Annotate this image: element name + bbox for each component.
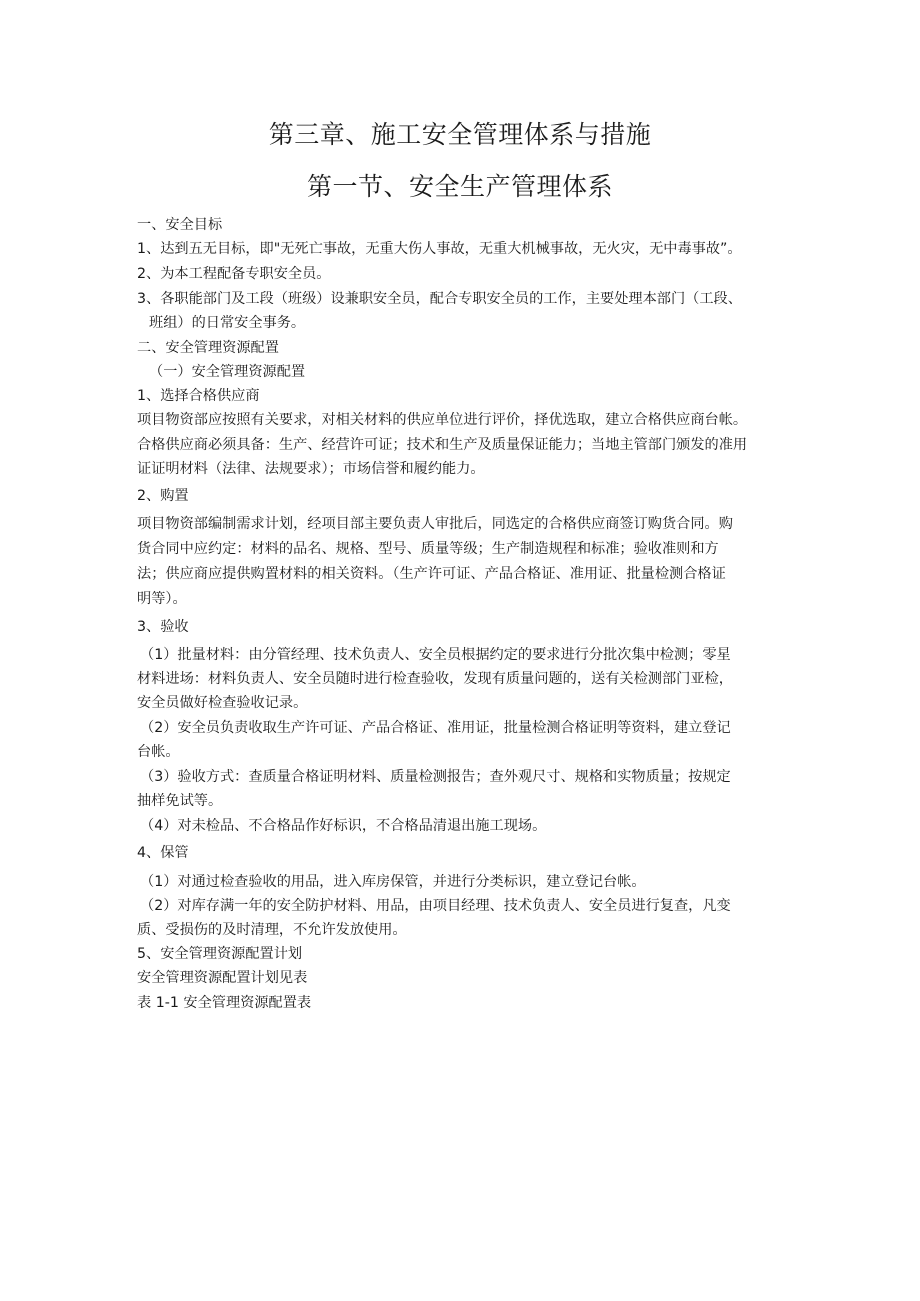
paragraph-line: 项目物资部应按照有关要求，对相关材料的供应单位进行评价，择优选取，建立合格供应商台帐。 (137, 412, 748, 428)
table-caption: 表 1-1 安全管理资源配置表 (137, 995, 312, 1011)
paragraph-line: 安全员做好检查验收记录。 (137, 695, 308, 711)
heading-safety-goals: 一、安全目标 (137, 217, 223, 233)
paragraph-line: 明等）。 (137, 591, 187, 607)
paragraph-line: 合格供应商必须具备：生产、经营许可证；技术和生产及质量保证能力；当地主管部门颁发的准用 (137, 437, 748, 453)
paragraph-line: 安全管理资源配置计划见表 (137, 970, 308, 986)
paragraph-line: 项目物资部编制需求计划，经项目部主要负责人审批后，同选定的合格供应商签订购货合同。购 (137, 516, 733, 532)
paragraph-line: 材料进场：材料负责人、安全员随时进行检查验收，发现有质量问题的，送有关检测部门亚检， (137, 671, 733, 687)
paragraph-line: 抽样免试等。 (137, 793, 223, 809)
paragraph-line: 2、为本工程配备专职安全员。 (137, 266, 331, 282)
heading-purchase: 2、购置 (137, 488, 189, 504)
paragraph-line: 1、达到五无目标，即"无死亡事故，无重大伤人事故，无重大机械事故，无火灾，无中毒事故”。 (137, 241, 742, 257)
paragraph-line: 货合同中应约定：材料的品名、规格、型号、质量等级；生产制造规程和标准；验收准则和方 (137, 541, 719, 557)
paragraph-line: 质、受损伤的及时清理，不允许发放使用。 (137, 922, 407, 938)
heading-resource-plan: 5、安全管理资源配置计划 (137, 946, 303, 962)
chapter-title: 第三章、施工安全管理体系与措施 (268, 120, 652, 149)
paragraph-line: （2）安全员负责收取生产许可证、产品合格证、准用证，批量检测合格证明等资料，建立登记 (140, 720, 731, 736)
subheading: （一）安全管理资源配置 (149, 364, 306, 380)
paragraph-line: （1）对通过检查验收的用品，进入库房保管，并进行分类标识，建立登记台帐。 (140, 874, 646, 890)
paragraph-line: （1）批量材料：由分管经理、技术负责人、安全员根据约定的要求进行分批次集中检测；零星 (140, 647, 731, 663)
heading-resource-config: 二、安全管理资源配置 (137, 340, 279, 356)
heading-select-supplier: 1、选择合格供应商 (137, 388, 260, 404)
heading-acceptance: 3、验收 (137, 619, 189, 635)
paragraph-line: 3、各职能部门及工段（班级）设兼职安全员，配合专职安全员的工作，主要处理本部门（工段、 (137, 291, 742, 307)
paragraph-line: 班组）的日常安全事务。 (149, 315, 306, 331)
paragraph-line: （3）验收方式：查质量合格证明材料、质量检测报告；查外观尺寸、规格和实物质量；按规定 (140, 769, 731, 785)
paragraph-line: 台帐。 (137, 744, 180, 760)
section-title: 第一节、安全生产管理体系 (306, 172, 613, 201)
heading-storage: 4、保管 (137, 845, 189, 861)
paragraph-line: 证证明材料（法律、法规要求）；市场信誉和履约能力。 (137, 461, 485, 477)
paragraph-line: 法；供应商应提供购置材料的相关资料。（生产许可证、产品合格证、准用证、批量检测合格证 (137, 566, 726, 582)
paragraph-line: （4）对未检品、不合格品作好标识，不合格品清退出施工现场。 (140, 818, 547, 834)
paragraph-line: （2）对库存满一年的安全防护材料、用品，由项目经理、技术负责人、安全员进行复查，凡变 (140, 898, 731, 914)
